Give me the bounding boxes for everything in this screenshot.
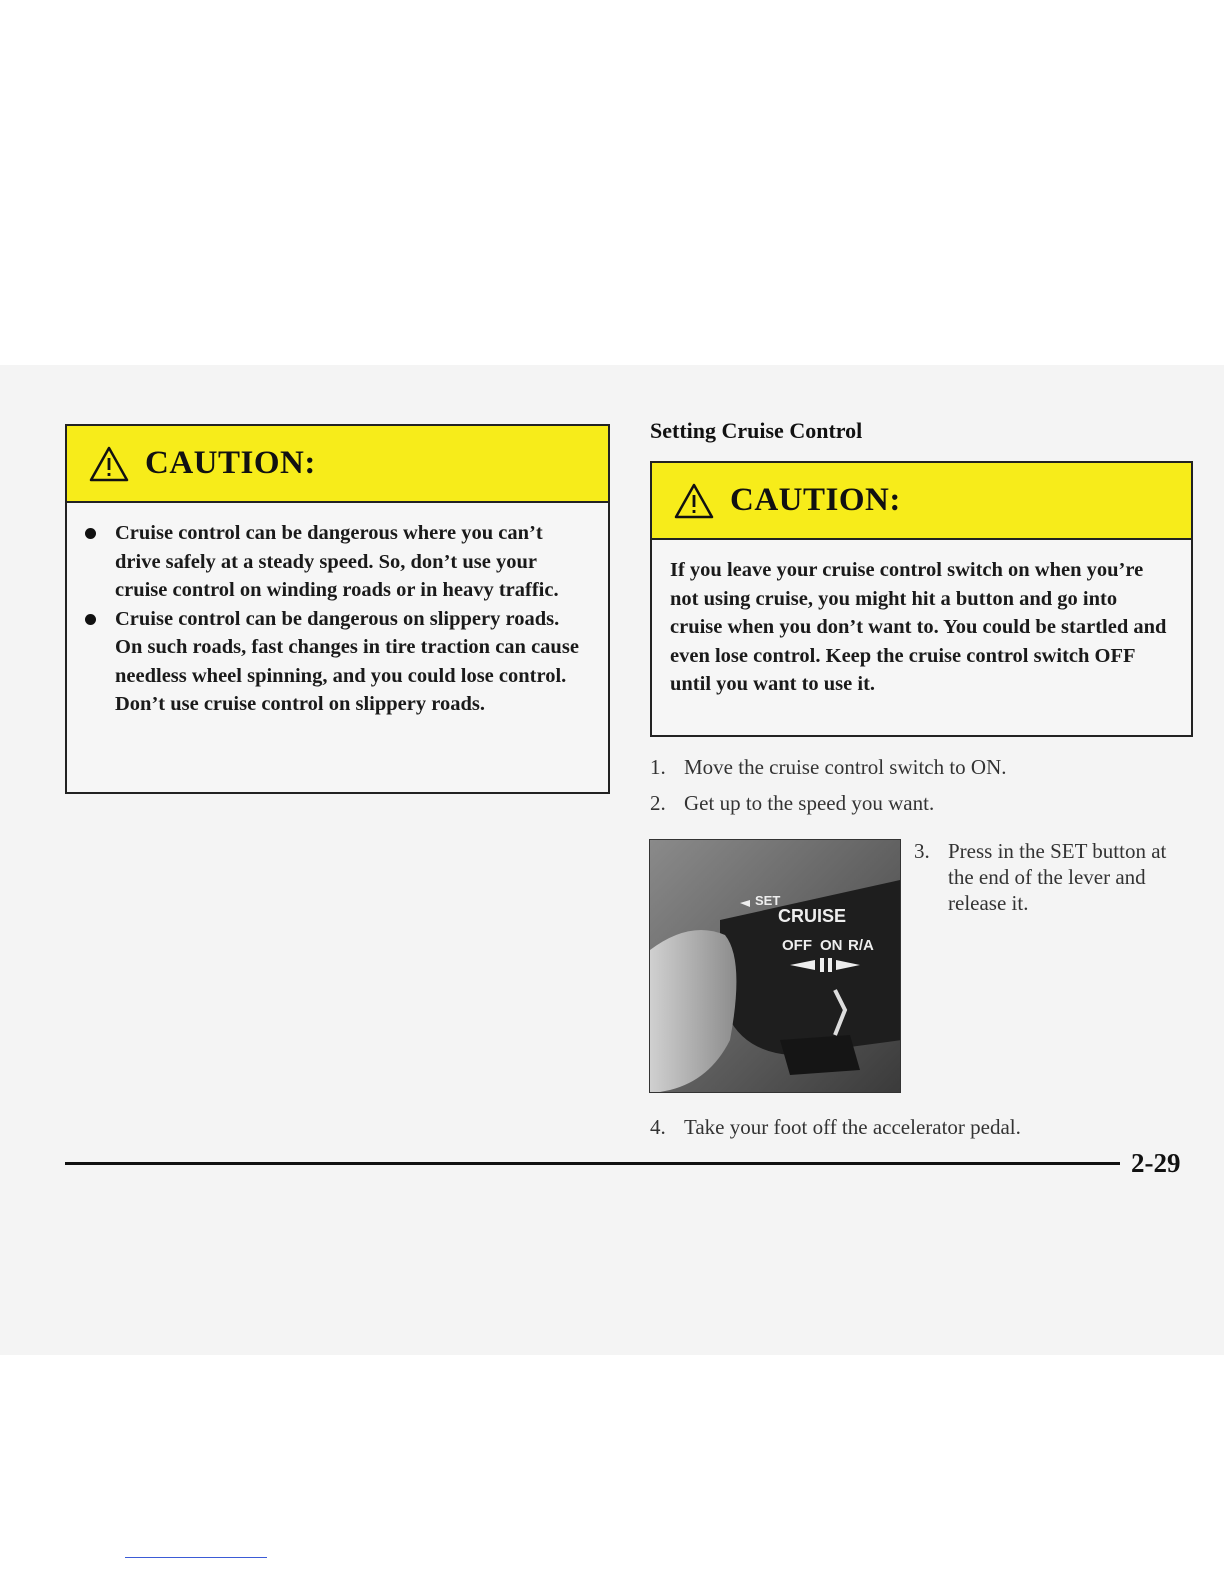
warning-triangle-icon (674, 483, 714, 519)
caution-header (652, 463, 1191, 540)
section-title: Setting Cruise Control (650, 418, 863, 443)
cruise-label: CRUISE (778, 906, 847, 926)
step-item (650, 790, 934, 816)
step-text: Get up to the speed you want. (684, 791, 935, 815)
cruise-lever-photo (649, 839, 901, 1093)
page-number: 2-29 (1131, 1148, 1181, 1178)
caution-box-left (65, 424, 610, 794)
step-text: Move the cruise control switch to ON. (684, 755, 1007, 779)
step-item (650, 1114, 1021, 1140)
caution-bullet-text: Cruise control can be dangerous where you can’t drive safely at a steady speed. So, don’t use your cruise control on winding roads or in heavy traffic. (115, 522, 559, 601)
caution-bullet-item (115, 605, 588, 719)
step-number: 4. (650, 1115, 666, 1139)
step-number: 2. (650, 791, 666, 815)
warning-triangle-icon (89, 446, 129, 482)
step-item (650, 754, 1007, 780)
caution-bullet-list (67, 503, 608, 719)
caution-bullet-text: Cruise control can be dangerous on slippery roads. On such roads, fast changes in tire traction can cause needless wheel spinning, and you could lose control. Don’t use cruise control on slippery roads. (115, 607, 579, 715)
bullet-icon (85, 528, 96, 539)
caution-header (67, 426, 608, 503)
ra-label: R/A (848, 937, 874, 954)
bottom-link-line (125, 1557, 267, 1558)
step-number: 1. (650, 755, 666, 779)
caution-bullet-item (115, 519, 588, 605)
bullet-icon (85, 614, 96, 625)
caution-box-right (650, 461, 1193, 737)
off-label: OFF (782, 937, 812, 954)
cruise-lever-illustration (650, 840, 901, 1093)
footer-rule (65, 1162, 1120, 1165)
caution-title: CAUTION: (730, 482, 901, 518)
step-text: Press in the SET button at the end of the lever and release it. (948, 839, 1167, 915)
caution-body-text: If you leave your cruise control switch on when you’re not using cruise, you might hit a button and go into cruise when you don’t want to. You could be startled and even lose control. Keep the cruise control switch OFF until you want to use it. (670, 559, 1167, 695)
on-label: ON (820, 937, 843, 954)
caution-title: CAUTION: (145, 445, 316, 481)
step-number: 3. (914, 839, 930, 863)
step-item (914, 838, 1194, 916)
step-text: Take your foot off the accelerator pedal. (684, 1115, 1021, 1139)
set-label: SET (755, 893, 781, 908)
